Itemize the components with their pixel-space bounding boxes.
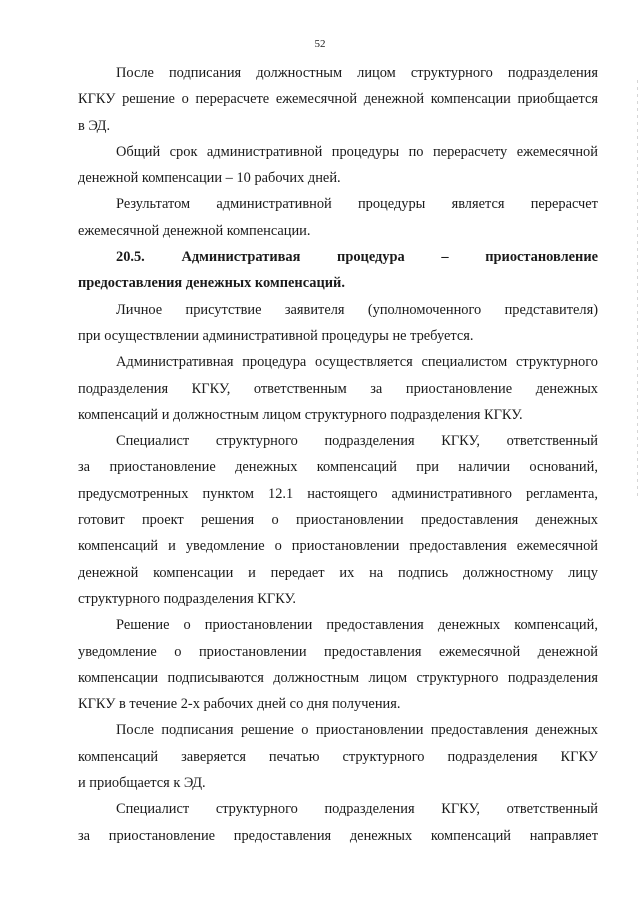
word: 12.1 [268,485,294,502]
text-line: компенсаций и должностным лицом структурного подразделения КГКУ. [78,406,523,423]
word: денежных [437,617,501,634]
text-line: ежемесячной денежной компенсации. [78,222,311,239]
text-line [78,744,598,770]
word: предоставления [233,827,332,844]
word: и [248,564,256,581]
word: уведомление [78,643,157,660]
text-line: и приобщается к ЭД. [78,775,206,792]
word: их [339,564,355,581]
word: ответственный [506,433,598,450]
text-line [78,533,598,559]
text-line [78,376,598,402]
text-line [78,639,598,665]
word: административного [391,485,512,502]
word: После [116,65,154,81]
text-line [78,507,598,533]
word: и [168,538,176,555]
word: Решение [116,617,170,634]
text-line [78,717,598,743]
text-line [78,86,598,112]
document-body [78,60,598,849]
word: административной [206,143,323,160]
paragraph [78,297,598,350]
word: должностному [463,564,554,581]
text-line [78,665,598,691]
word: компенсации [430,91,511,108]
word: денежных [535,512,598,529]
word: приостановлении [198,643,307,660]
word: должностным [273,669,360,686]
paragraph [78,139,598,192]
word: компенсации [78,669,159,686]
word: предоставления [326,617,424,634]
word: о [181,91,189,108]
text-line [78,454,598,480]
text-line [78,244,598,270]
word: денежных [235,459,298,476]
word: структурного [215,801,298,818]
word: структурного [342,748,425,765]
word: приостановление [109,459,216,476]
word: компенсаций [78,538,159,555]
word: осуществляется [315,354,413,371]
word: компенсаций [430,827,512,844]
text-line [78,297,598,323]
word: подразделения [324,433,415,450]
word: Результатом [116,196,191,213]
word: решение [122,91,175,108]
word: о [183,617,191,634]
word: приостановление [405,380,513,397]
word: КГКУ [560,748,598,765]
word: является [451,196,505,213]
word: приостановлении [204,617,313,634]
word: оснований, [529,459,598,476]
word: Специалист [116,801,190,818]
word: регламента, [525,485,598,502]
paragraph [78,191,598,244]
word: процедуры [357,196,426,213]
word: предоставления [430,722,529,739]
word: КГКУ, [441,433,480,450]
word: решение [240,722,294,739]
word: за [78,827,91,844]
word: административной [216,196,332,213]
word: о [271,512,279,529]
word: подпись [398,564,449,581]
word: подписываются [167,669,264,686]
word: печатью [268,748,320,765]
word: лицом [368,669,408,686]
text-line [78,349,598,375]
word: ежемесячной [516,143,598,160]
word: компенсаций, [514,617,598,634]
word: решения [201,512,255,529]
word: денежной [78,564,139,581]
page-number: 52 [314,38,326,50]
word: лицу [568,564,598,581]
text-line [78,560,598,586]
word: перерасчету [432,143,508,160]
text-line [78,428,598,454]
word: уведомление [185,538,265,555]
word: денежной [363,91,425,108]
word: компенсаций [316,459,397,476]
word: структурного [410,65,493,81]
word: Общий [116,143,161,160]
word: о [301,722,309,739]
text-line: структурного подразделения КГКУ. [78,590,296,607]
word: КГКУ, [441,801,480,818]
word: настоящего [307,485,378,502]
word: направляет [529,827,598,844]
word: срок [169,143,198,160]
word: структурного [215,433,298,450]
word: процедура [337,249,405,266]
paragraph [78,349,598,428]
word: процедуры [331,143,400,160]
paragraph [78,60,598,139]
text-line [78,60,598,86]
text-line [78,612,598,638]
word: заявителя [284,301,345,318]
word: подразделения [507,669,598,686]
word: приобщается [517,91,598,108]
word: ежемесячной [516,538,598,555]
word: После [116,722,154,739]
word: компенсации [153,564,234,581]
word: подразделения [507,65,598,81]
text-line: предоставления денежных компенсаций. [78,275,345,292]
text-line [78,481,598,507]
word: ежемесячной [438,643,521,660]
word: на [369,564,384,581]
word: приостановление [108,827,216,844]
word: готовит [78,512,125,529]
text-line: денежной компенсации – 10 рабочих дней. [78,170,341,187]
word: структурного [515,354,598,371]
word: предоставления [420,512,519,529]
word: о [274,538,282,555]
text-line [78,823,598,849]
word: Личное [116,301,163,318]
word: предоставления [409,538,507,555]
word: лицом [357,65,396,81]
word: процедура [242,354,307,371]
paragraph [78,717,598,796]
word: приостановление [485,249,598,266]
text-line: в ЭД. [78,117,111,134]
paragraph [78,428,598,612]
text-line: КГКУ в течение 2-х рабочих дней со дня получения. [78,696,401,713]
word: Административная [116,354,234,371]
text-line: при осуществлении административной процедуры не требуется. [78,327,474,344]
section-heading [78,244,598,297]
word: подписания [161,722,234,739]
word: подразделения [324,801,415,818]
paragraph [78,612,598,717]
word: пунктом [202,485,254,502]
word: присутствие [185,301,262,318]
word: подразделения [447,748,538,765]
word: КГКУ, [191,380,231,397]
word: денежных [535,380,598,397]
word: представителя) [504,301,598,318]
word: проект [141,512,184,529]
word: приостановлении [315,722,424,739]
word: приостановлении [291,538,400,555]
word: – [441,249,449,266]
word: компенсаций [78,748,159,765]
paragraph [78,796,598,849]
scan-edge-artifact [637,80,638,500]
word: подразделения [78,380,169,397]
word: за [370,380,383,397]
text-line [78,139,598,165]
word: ежемесячной [275,91,358,108]
word: за [78,459,91,476]
word: денежных [535,722,598,739]
word: подписания [168,65,242,81]
word: (уполномоченного [367,301,482,318]
word: наличии [458,459,511,476]
word: 20.5. [116,249,145,266]
word: денежных [349,827,413,844]
word: о [174,643,182,660]
word: денежной [537,643,598,660]
word: специалистом [421,354,508,371]
word: приостановлении [295,512,404,529]
word: по [408,143,424,160]
word: ответственным [253,380,347,397]
word: заверяется [181,748,246,765]
text-line [78,191,598,217]
word: предусмотренных [78,485,189,502]
word: перерасчет [530,196,598,213]
word: Административая [181,249,301,266]
word: структурного [416,669,499,686]
word: предоставления [324,643,422,660]
word: должностным [256,65,343,81]
word: передает [270,564,325,581]
word: КГКУ [78,91,116,108]
word: перерасчете [195,91,270,108]
word: Специалист [116,433,190,450]
word: ответственный [506,801,598,818]
word: при [416,459,439,476]
text-line [78,796,598,822]
